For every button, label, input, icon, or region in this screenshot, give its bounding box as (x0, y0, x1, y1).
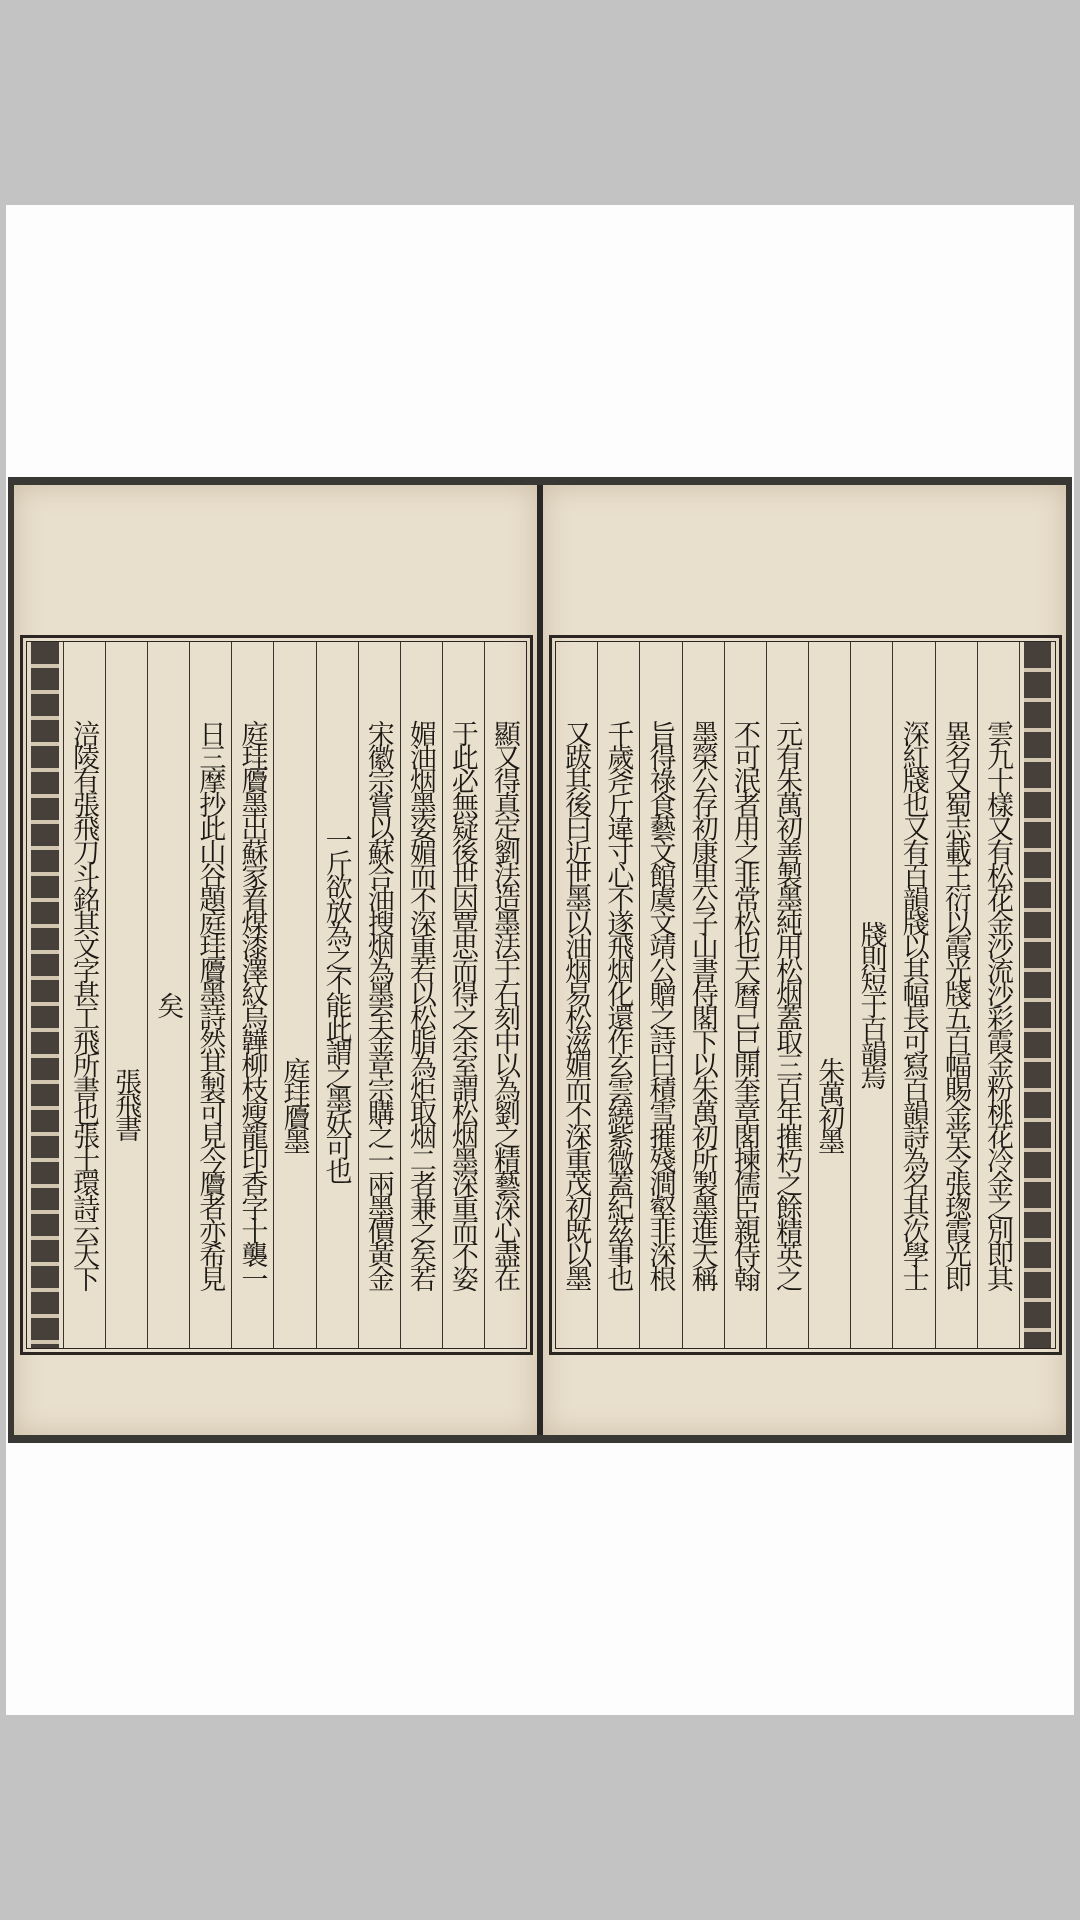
entry-title-column: 朱萬初墨 (808, 642, 850, 1348)
text-column: 于此必無疑後世因覃思而得之余室謂松烟墨深重而不姿 (442, 642, 484, 1348)
text-column: 一斤欲放為之不能此謂之墨妖可也 (316, 642, 358, 1348)
book-scan (8, 477, 1072, 1443)
left-page (14, 485, 537, 1435)
entry-title-column: 庭珪贗墨 (273, 642, 315, 1348)
text-column: 涪陵有張飛刀斗銘其文字甚工飛所書也張士環詩云天下 (63, 642, 105, 1348)
right-page-text-frame (549, 635, 1062, 1355)
text-column: 顯又得真定劉法造墨法于石刻中以為劉之精藝深心盡在 (484, 642, 526, 1348)
text-column: 旨得祿食藝文館虞文靖公贈之詩曰積雪摧殘澗壑非深根 (639, 642, 681, 1348)
text-column: 元有朱萬初善製墨純用松烟蓋取三百年摧朽之餘精英之 (766, 642, 808, 1348)
text-column: 異名又蜀志載王衍以霞光牋五百幅賜金堂令張𤧚霞光即 (935, 642, 977, 1348)
text-column: 千歲斧斤違寸心不遂飛烟化還作玄雲繞紫微蓋紀茲事也 (597, 642, 639, 1348)
right-page (543, 485, 1066, 1435)
block-center-column (27, 642, 63, 1348)
text-column: 墨榮公存初康里公子山書侍閣下以朱萬初所製墨進天稱 (682, 642, 724, 1348)
text-column: 不可泯者用之非常松也天曆己巳開奎章閣揀儒臣親侍翰 (724, 642, 766, 1348)
entry-title-column: 張飛書 (105, 642, 147, 1348)
text-column: 牋則短于百韻焉 (850, 642, 892, 1348)
text-column: 宋徽宗嘗以蘇合油搜烟為墨至金章宗購之一兩墨價黃金 (358, 642, 400, 1348)
text-column: 矣 (147, 642, 189, 1348)
text-column: 庭珪贗墨出蘇家㸔煤漆澤紋烏韡柳枝瘦龍印香字十襲一 (231, 642, 273, 1348)
text-column: 日三摩抄此山谷題庭珪贗墨詩然其製可見今贗者亦希見 (189, 642, 231, 1348)
text-column: 又跋其後曰近世墨以油烟易松滋媚而不深重茂初既以墨 (560, 719, 592, 1289)
text-column: 深紅牋也又有百韻牋以其幅長可寫百韻詩為名其次學士 (892, 642, 934, 1348)
block-center-column (1019, 642, 1055, 1348)
text-column: 媚油烟墨姿媚而不深重若以松脂為炬取烟二者兼之矣若 (400, 642, 442, 1348)
text-column: 雲九十樣又有松花金沙流沙彩霞金粉桃花冷金之別即其 (977, 642, 1019, 1348)
left-page-text-frame (20, 635, 533, 1355)
